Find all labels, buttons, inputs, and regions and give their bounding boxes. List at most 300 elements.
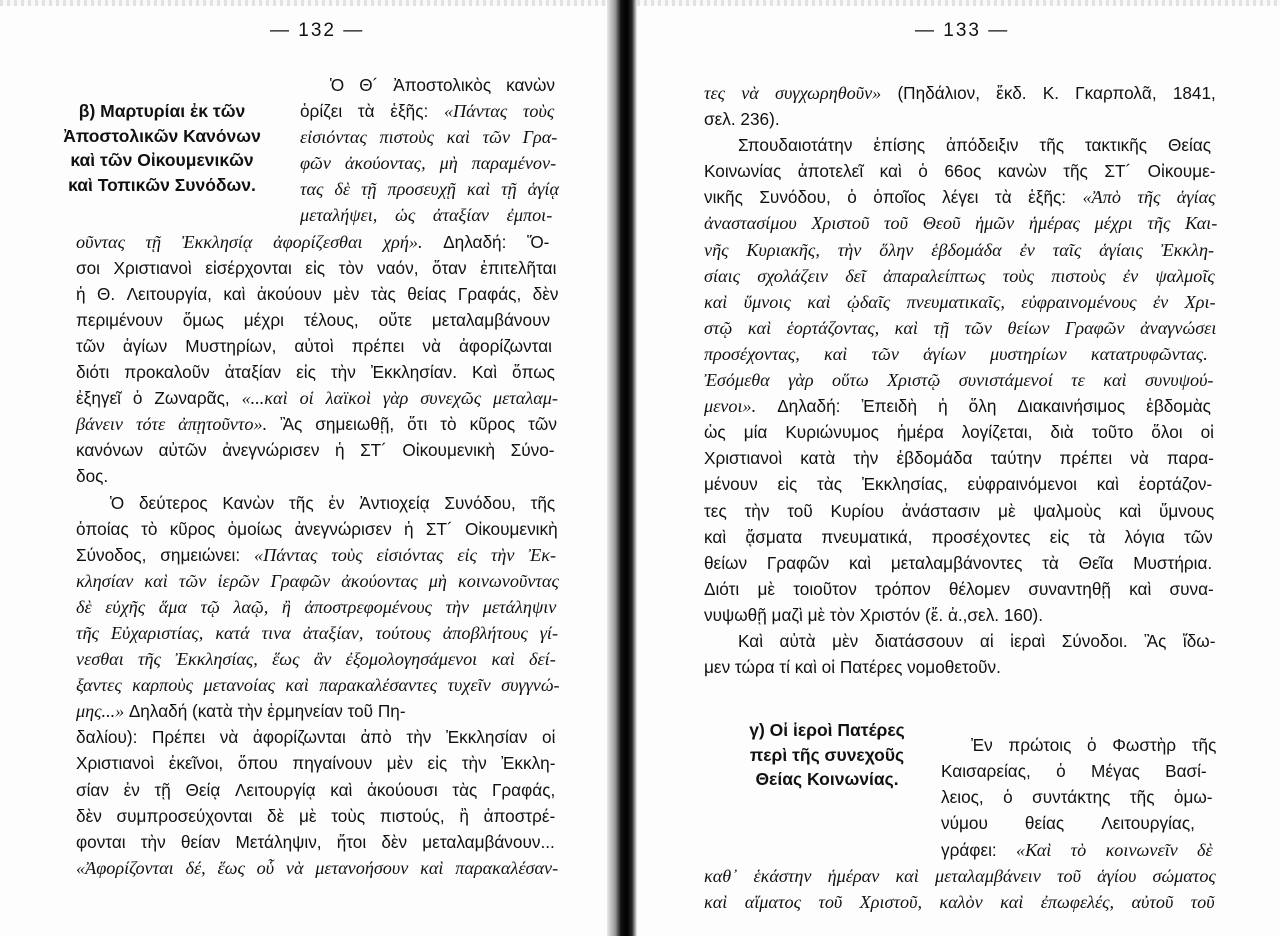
word: ταύτην bbox=[990, 448, 1042, 469]
word: ὅλη bbox=[968, 396, 997, 417]
word: μέχρι bbox=[243, 309, 284, 330]
word: ἐπίσης bbox=[873, 135, 926, 156]
word: ὁ bbox=[1003, 787, 1013, 808]
word: ὁρίζει bbox=[300, 101, 343, 122]
word: συγχωρηθοῦν» bbox=[775, 83, 882, 103]
word: ἀκούοντας bbox=[341, 570, 418, 591]
word: ἀφορίζωνται bbox=[252, 727, 346, 748]
word: Σπουδαιοτάτην bbox=[738, 135, 853, 156]
word: ἤτοι bbox=[336, 831, 367, 852]
text-segment: σελ. 236). bbox=[704, 109, 780, 130]
word: τὰ bbox=[994, 187, 1012, 208]
word: ὁποῖος bbox=[873, 187, 926, 208]
word: ὁ bbox=[1087, 735, 1097, 756]
word: τῇ bbox=[933, 317, 950, 338]
word: τὴν bbox=[461, 753, 487, 774]
word: εἰς bbox=[305, 257, 326, 278]
word: τῆς bbox=[1137, 187, 1161, 208]
word: μεταλαμβάνουν... bbox=[422, 831, 555, 852]
word: νῆς bbox=[704, 239, 729, 260]
word: ὅτι bbox=[407, 414, 428, 435]
text-line bbox=[76, 803, 570, 829]
word: καὶ bbox=[894, 317, 918, 338]
word: συγγνώ- bbox=[501, 675, 560, 696]
word: συντάκτης bbox=[1032, 787, 1111, 808]
word: ἀναγνώσει bbox=[1140, 317, 1217, 338]
word: «Ἀφορίζονται bbox=[76, 857, 174, 878]
word: ἐν bbox=[1122, 265, 1139, 286]
word: δεῖ bbox=[845, 265, 866, 286]
text-line bbox=[941, 784, 1232, 810]
text-line bbox=[76, 672, 570, 698]
word: περιμένουν bbox=[76, 309, 163, 330]
text-line bbox=[76, 620, 570, 646]
word: Βασί- bbox=[1165, 761, 1207, 782]
word: ὡς bbox=[395, 205, 416, 226]
word: τῆς bbox=[1147, 213, 1171, 234]
word: πρέπει bbox=[351, 335, 405, 356]
text-line bbox=[704, 498, 1232, 524]
word: Μυστήρια. bbox=[1133, 552, 1213, 573]
text-line bbox=[704, 263, 1232, 289]
text-line bbox=[76, 463, 570, 489]
word: Ἂς bbox=[280, 414, 303, 435]
word: ἀταξίαν, bbox=[302, 622, 364, 643]
word: τούτους bbox=[375, 622, 431, 643]
word: ψαλμοὺς bbox=[1033, 500, 1102, 521]
word: Κοινωνίας bbox=[704, 161, 782, 182]
word: σώματος bbox=[1152, 865, 1216, 886]
text-segment: μης...» bbox=[76, 701, 129, 722]
word: ἔκδ. bbox=[996, 83, 1027, 103]
word: Ἐκκλησίας, bbox=[861, 474, 948, 495]
word: κλησίαν bbox=[76, 570, 134, 591]
word: παραμένον- bbox=[471, 153, 557, 174]
word: τυχεῖν bbox=[447, 675, 491, 696]
text-line bbox=[704, 158, 1232, 184]
word: ὅταν bbox=[432, 257, 467, 278]
word: Διακαινήσιμος bbox=[1017, 396, 1126, 417]
text-line bbox=[704, 550, 1232, 576]
word: ἀνεγνώρισεν bbox=[294, 518, 392, 539]
word: τῶν bbox=[178, 570, 207, 591]
body-text bbox=[704, 80, 1232, 915]
word: μένουν bbox=[704, 474, 758, 495]
word: καὶ bbox=[824, 343, 848, 364]
word: ἐξηγεῖ bbox=[76, 388, 121, 409]
word: ἀκούουν bbox=[256, 283, 322, 304]
text-line bbox=[704, 654, 1232, 680]
word: τὸν bbox=[338, 257, 364, 278]
word: παρακαλέσαντες bbox=[319, 675, 438, 696]
word: ἑβδομάδα bbox=[896, 448, 973, 469]
word: Ἐκκλησίαν. bbox=[370, 362, 458, 383]
word: καὶ bbox=[330, 779, 353, 800]
word: ἑορτάζον- bbox=[1138, 474, 1213, 495]
word: κοινωνοῦντας bbox=[458, 570, 559, 591]
word: προσέχοντες bbox=[931, 526, 1031, 547]
word: Γκαρπολᾶ, bbox=[1075, 83, 1157, 103]
text-line bbox=[941, 758, 1232, 784]
word: αὐτὰ bbox=[779, 630, 816, 651]
word: Μέγας bbox=[1091, 761, 1140, 782]
word: ἐξομολογησάμενοι bbox=[345, 649, 478, 670]
text-line bbox=[110, 490, 570, 516]
word: νὰ bbox=[422, 335, 441, 356]
word: αὐτοὶ bbox=[294, 335, 334, 356]
word: αὐτῶν bbox=[158, 440, 207, 461]
word: τότε bbox=[135, 414, 166, 435]
word: Χριστιανοὶ bbox=[704, 448, 783, 469]
word: κανὼν bbox=[997, 161, 1047, 182]
word: σημειωθῇ, bbox=[315, 414, 395, 435]
text-line bbox=[76, 255, 570, 281]
word: τὴν bbox=[744, 500, 770, 521]
word: πρώτοις bbox=[1008, 735, 1072, 756]
text-line bbox=[704, 315, 1232, 341]
word: διότι bbox=[76, 362, 110, 383]
word: λόγια bbox=[1124, 526, 1165, 547]
text-line bbox=[704, 576, 1232, 602]
word: κοινωνεῖν bbox=[1105, 839, 1178, 860]
word: Μετάληψιν, bbox=[235, 831, 322, 852]
word: καὶ bbox=[1096, 474, 1119, 495]
word: πρέπει bbox=[1059, 448, 1113, 469]
word: τῆς bbox=[1129, 787, 1155, 808]
word: εἰς bbox=[1049, 526, 1070, 547]
word: τῶν bbox=[964, 317, 992, 338]
word: τὴν bbox=[490, 544, 515, 565]
word: Ἐκκλησίας, bbox=[175, 649, 258, 670]
word: μὴ bbox=[439, 153, 458, 174]
word: ἱερῶν bbox=[217, 570, 260, 591]
word: μὴ bbox=[428, 570, 447, 591]
word: καὶ bbox=[879, 161, 902, 182]
word: Καὶ bbox=[738, 630, 764, 651]
word: ἀκούουσι bbox=[366, 779, 438, 800]
word: κατὰ bbox=[800, 448, 836, 469]
word: ἀπὸ bbox=[360, 727, 392, 748]
word: Θεοῦ bbox=[922, 213, 961, 234]
word: ἢ bbox=[459, 805, 469, 826]
word: Κ. bbox=[1042, 83, 1059, 103]
word: τοῦ bbox=[1190, 891, 1215, 912]
word: ἀταξίαν bbox=[224, 362, 282, 383]
word: ἐν bbox=[123, 779, 140, 800]
word: τοὺς bbox=[331, 544, 363, 565]
word: καὶ bbox=[848, 552, 872, 573]
word: τῆς bbox=[137, 649, 161, 670]
word: ἀταξίαν bbox=[432, 205, 489, 226]
word: ἑξῆς: bbox=[390, 101, 429, 122]
word: ψαλμοῖς bbox=[1155, 265, 1215, 286]
word: μετανοήσουν bbox=[315, 857, 409, 878]
word: τας bbox=[300, 179, 324, 200]
word: οὔτε bbox=[378, 309, 412, 330]
word: Θεῖα bbox=[1078, 552, 1114, 573]
word: αἵματος bbox=[744, 891, 801, 912]
word: τέλους, bbox=[303, 309, 359, 330]
word: Και- bbox=[1185, 213, 1218, 234]
word: πηγαίνουν bbox=[292, 753, 373, 774]
word: Ἐκκλησίᾳ bbox=[181, 231, 253, 252]
word: δαλίου): bbox=[76, 727, 138, 748]
word: τοῦ bbox=[818, 891, 843, 912]
word: «...καὶ bbox=[241, 388, 288, 409]
word: ἢ bbox=[281, 596, 291, 617]
word: παρακαλέσαν- bbox=[455, 857, 559, 878]
word: αὐτοῦ bbox=[1131, 891, 1174, 912]
word: τῶν bbox=[528, 414, 557, 435]
word: τῶν bbox=[482, 127, 511, 148]
word: τῇ bbox=[154, 779, 171, 800]
word: χρή». bbox=[383, 231, 423, 252]
word: Γραφῶν bbox=[766, 552, 830, 573]
word: Εὐχαριστίας, bbox=[110, 622, 204, 643]
text-line bbox=[76, 333, 570, 359]
word: Ἂς bbox=[1144, 630, 1167, 651]
word: εὐφραινομένους bbox=[1021, 291, 1137, 312]
word: εἰς bbox=[777, 474, 798, 495]
word: ὁμοίως bbox=[227, 518, 283, 539]
word: Φωστὴρ bbox=[1112, 735, 1177, 756]
word: Χριστιανοὶ bbox=[113, 257, 192, 278]
word: Θείᾳ bbox=[185, 779, 221, 800]
text-segment: νυψωθῇ μαζὶ μὲ τὸν Χριστόν (ἔ. ἀ.,σελ. 160). bbox=[704, 604, 1044, 625]
word: τῆς bbox=[1191, 735, 1217, 756]
word: συναντηθῇ bbox=[1028, 578, 1111, 599]
word: ὅπου bbox=[237, 753, 278, 774]
word: καὶ bbox=[895, 865, 919, 886]
word: (Πηδάλιον, bbox=[897, 83, 980, 103]
word: ὁ bbox=[918, 161, 928, 182]
word: Κυρίου bbox=[830, 500, 884, 521]
word: ἀποστρέ- bbox=[483, 805, 556, 826]
word: τὴν bbox=[445, 596, 470, 617]
text-line bbox=[704, 210, 1232, 236]
word: Ἐσόμεθα bbox=[704, 370, 770, 391]
text-line bbox=[704, 445, 1232, 471]
word: δὲ bbox=[1197, 839, 1213, 860]
sidenote-line: Θείας Κοινωνίας. bbox=[755, 769, 899, 789]
word: Κυριακῆς, bbox=[746, 239, 820, 260]
word: Ἐπειδὴ bbox=[861, 396, 918, 417]
text-line bbox=[330, 72, 570, 98]
word: ἀφορίζωνται bbox=[458, 335, 552, 356]
word: συνα- bbox=[1169, 578, 1214, 599]
word: ἐμποι- bbox=[506, 205, 553, 226]
word: συνεχῶς bbox=[420, 388, 482, 409]
word: ἀπαραλείπτως bbox=[883, 265, 986, 286]
word: δὲν bbox=[381, 831, 408, 852]
word: ὅλοι bbox=[1151, 422, 1183, 443]
word: καὶ bbox=[704, 526, 727, 547]
sidenote-line: καὶ Τοπικῶν Συνόδων. bbox=[68, 174, 256, 195]
page-number: — 133 — bbox=[915, 20, 1010, 41]
word: οἱ bbox=[299, 388, 314, 409]
word: ἑβδομάδα bbox=[931, 239, 1002, 260]
word: καθ᾽ bbox=[704, 865, 738, 886]
word: ξαντες bbox=[76, 675, 122, 696]
word: Συνόδου, bbox=[444, 492, 516, 513]
text-line bbox=[704, 367, 1232, 393]
word: καὶ bbox=[1000, 891, 1024, 912]
word: τὴν bbox=[406, 727, 432, 748]
text-line bbox=[300, 124, 570, 150]
word: ἐπωφελές, bbox=[1040, 891, 1115, 912]
text-line bbox=[76, 359, 570, 385]
word: ἀπόδειξιν bbox=[946, 135, 1019, 156]
word: Ζωναρᾶς, bbox=[154, 388, 230, 409]
word: ἐν bbox=[1019, 239, 1035, 260]
word: Σύνο- bbox=[510, 440, 555, 461]
word: ἡμέραν bbox=[827, 865, 880, 886]
word: οὗ bbox=[256, 857, 275, 878]
word: Κανὼν bbox=[222, 492, 275, 513]
word: ἑξῆς: bbox=[1028, 187, 1067, 208]
text-line bbox=[704, 889, 1232, 915]
word: τακτικῆς bbox=[1084, 135, 1148, 156]
word: καὶ bbox=[285, 675, 309, 696]
word: σημειώνει: bbox=[160, 544, 241, 565]
word: Χριστιανοὶ bbox=[76, 753, 155, 774]
word: σοι bbox=[76, 257, 100, 278]
word: καὶ bbox=[223, 283, 246, 304]
word: τὴν bbox=[330, 362, 356, 383]
word: κῦρος bbox=[169, 518, 216, 539]
word: ἡ bbox=[76, 283, 86, 304]
word: Οἰκουμενικὴ bbox=[464, 518, 558, 539]
word: σίαις bbox=[704, 265, 741, 286]
word: τοῦ bbox=[1056, 865, 1081, 886]
word: ναόν, bbox=[377, 257, 419, 278]
word: «Πάντας bbox=[443, 101, 508, 122]
text-line bbox=[76, 385, 570, 411]
word: αἱ bbox=[979, 630, 994, 651]
word: Δηλαδή: bbox=[777, 396, 841, 417]
word: δεύτερος bbox=[138, 492, 208, 513]
word: ἡ bbox=[938, 396, 948, 417]
text-line bbox=[76, 437, 570, 463]
word: εἰς bbox=[296, 362, 316, 383]
word: καὶ bbox=[466, 179, 491, 200]
word: ἀνάστασιν bbox=[901, 500, 981, 521]
word: Διότι bbox=[704, 578, 740, 599]
word: ΣΤ´ bbox=[360, 440, 387, 461]
word: φονται bbox=[76, 831, 126, 852]
word: τὸ bbox=[440, 414, 457, 435]
word: Λειτουργία, bbox=[126, 283, 212, 304]
word: Σύνοδοι. bbox=[1061, 630, 1128, 651]
word: Συνόδου, bbox=[759, 187, 831, 208]
text-line bbox=[704, 471, 1232, 497]
word: τὴν bbox=[853, 448, 879, 469]
word: νεσθαι bbox=[76, 649, 124, 670]
text-line bbox=[76, 750, 570, 776]
word: καὶ bbox=[1119, 500, 1142, 521]
word: πνευματικά, bbox=[821, 526, 913, 547]
word: Οἰκουμε- bbox=[1147, 161, 1216, 182]
word: συνυψού- bbox=[1144, 370, 1214, 391]
word: τῶν bbox=[76, 335, 105, 356]
word: συνιστάμενοί bbox=[958, 370, 1053, 391]
word: καὶ bbox=[704, 291, 728, 312]
word: Ἀντιοχείᾳ bbox=[359, 492, 430, 513]
word: ἐκεῖνοι, bbox=[168, 753, 224, 774]
word: ὁ bbox=[1056, 761, 1066, 782]
sidenote-line: καὶ τῶν Οἰκουμενικῶν bbox=[70, 150, 254, 170]
word: φῶν bbox=[300, 153, 331, 174]
word: ἁγίων bbox=[923, 343, 966, 364]
word: Ἐκκλησίαν bbox=[445, 727, 528, 748]
word: γράφει: bbox=[941, 839, 997, 860]
word: τῇ bbox=[360, 179, 377, 200]
word: ὁποίας bbox=[76, 518, 129, 539]
word: τῆς bbox=[1039, 135, 1065, 156]
word: Γραφάς, bbox=[457, 283, 522, 304]
word: Χριστοῦ, bbox=[859, 891, 923, 912]
word: μετάληψιν bbox=[482, 596, 557, 617]
word: ὡς bbox=[704, 422, 726, 443]
word: εἰσιόντας bbox=[376, 544, 444, 565]
word: τῶν bbox=[871, 343, 899, 364]
word: τῇ bbox=[145, 231, 162, 252]
word: ἀπῃτοῦντο». bbox=[178, 414, 268, 435]
sidenote-line: γ) Οἱ ἱεροὶ Πατέρες bbox=[749, 720, 905, 740]
word: νὰ bbox=[741, 83, 759, 103]
sidenote-line: Ἀποστολικῶν Κανόνων bbox=[63, 125, 261, 146]
word: κατά bbox=[215, 622, 250, 643]
paragraph-gap bbox=[704, 680, 1232, 732]
sidenote-line: περὶ τῆς συνεχοῦς bbox=[749, 744, 905, 765]
word: τρόπον bbox=[875, 578, 931, 599]
text-line bbox=[76, 724, 570, 750]
word: οῦντας bbox=[76, 231, 125, 252]
word: τὸ bbox=[141, 518, 158, 539]
word: προκαλοῦν bbox=[124, 362, 210, 383]
word: νύμου bbox=[941, 813, 988, 834]
text-line bbox=[704, 602, 1232, 628]
word: τὴν bbox=[140, 831, 166, 852]
word: πνευματικαῖς, bbox=[906, 291, 1005, 312]
word: λειος, bbox=[941, 787, 984, 808]
word: 66ος bbox=[944, 161, 982, 182]
word: Ὁ bbox=[330, 75, 345, 95]
word: θείων bbox=[1007, 317, 1050, 338]
word: ἕως bbox=[272, 649, 300, 670]
word: ἀνεγνώρισεν bbox=[222, 440, 320, 461]
text-line bbox=[704, 393, 1232, 419]
word: τὸ bbox=[1070, 839, 1087, 860]
word: ἁγίων bbox=[122, 335, 168, 356]
word: μεταλαμβάνουν bbox=[431, 309, 551, 330]
word: τες bbox=[704, 500, 727, 521]
text-line bbox=[76, 542, 570, 568]
word: συμπροσεύχονται bbox=[116, 805, 253, 826]
word: καὶ bbox=[420, 857, 444, 878]
word: μία bbox=[743, 422, 768, 443]
word: ὅμως bbox=[182, 309, 224, 330]
word: Θείας bbox=[1167, 135, 1212, 156]
word: λαῷ, bbox=[233, 596, 269, 617]
word: τοῦ bbox=[787, 500, 813, 521]
word: διατάσσουν bbox=[874, 630, 964, 651]
text-line bbox=[76, 646, 570, 672]
word: τὰς bbox=[452, 779, 478, 800]
word: ὕμνοις bbox=[743, 291, 791, 312]
word: Ἐκκλη- bbox=[1160, 239, 1215, 260]
word: διὰ bbox=[1050, 422, 1074, 443]
